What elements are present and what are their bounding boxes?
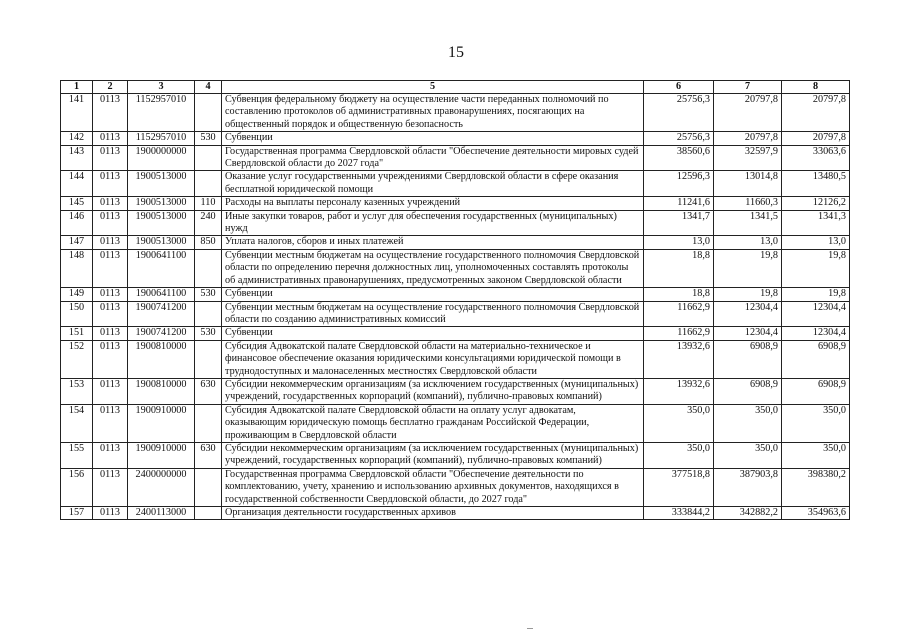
section-code-cell: 0113 — [93, 197, 128, 210]
amount-cell: 350,0 — [714, 404, 782, 442]
expense-type-cell: 530 — [195, 132, 222, 145]
row-number-cell: 155 — [61, 442, 93, 468]
section-code-cell: 0113 — [93, 236, 128, 249]
expense-type-cell — [195, 301, 222, 327]
amount-cell: 11662,9 — [644, 327, 714, 340]
amount-cell: 12596,3 — [644, 171, 714, 197]
section-code-cell: 0113 — [93, 249, 128, 287]
description-cell: Субсидия Адвокатской палате Свердловской области на оплату услуг адвокатам, оказывающим юридическую помощь бесплатно гражданам Российской Федерации, проживающим в Свердловской области — [222, 404, 644, 442]
row-number-cell: 141 — [61, 94, 93, 132]
row-number-cell: 145 — [61, 197, 93, 210]
header-cell: 1 — [61, 81, 93, 94]
description-cell: Иные закупки товаров, работ и услуг для обеспечения государственных (муниципальных) нужд — [222, 210, 644, 236]
header-cell: 6 — [644, 81, 714, 94]
description-cell: Субвенции — [222, 288, 644, 301]
row-number-cell: 143 — [61, 145, 93, 171]
table-row — [61, 236, 850, 249]
amount-cell: 342882,2 — [714, 507, 782, 520]
amount-cell: 350,0 — [782, 442, 850, 468]
description-cell: Государственная программа Свердловской области "Обеспечение деятельности по комплектованию, учету, хранению и использованию архивных документов, находящихся в государственной собственности Свердловской области, до 2027 года" — [222, 468, 644, 506]
amount-cell: 1341,3 — [782, 210, 850, 236]
description-cell: Субсидии некоммерческим организациям (за исключением государственных (муниципальных) учреждений, государственных корпораций (компаний), публично-правовых компаний) — [222, 378, 644, 404]
table-row — [61, 249, 850, 287]
amount-cell: 6908,9 — [714, 378, 782, 404]
target-article-cell: 1900641100 — [128, 249, 195, 287]
amount-cell: 13480,5 — [782, 171, 850, 197]
section-code-cell: 0113 — [93, 468, 128, 506]
row-number-cell: 156 — [61, 468, 93, 506]
amount-cell: 20797,8 — [714, 94, 782, 132]
page-number: 15 — [448, 44, 464, 61]
amount-cell: 18,8 — [644, 288, 714, 301]
target-article-cell: 1900910000 — [128, 442, 195, 468]
amount-cell: 1341,7 — [644, 210, 714, 236]
amount-cell: 11241,6 — [644, 197, 714, 210]
expense-type-cell — [195, 94, 222, 132]
target-article-cell: 1900741200 — [128, 327, 195, 340]
expense-type-cell: 530 — [195, 288, 222, 301]
amount-cell: 20797,8 — [782, 132, 850, 145]
table-row — [61, 288, 850, 301]
header-cell: 7 — [714, 81, 782, 94]
amount-cell: 19,8 — [782, 288, 850, 301]
amount-cell: 333844,2 — [644, 507, 714, 520]
amount-cell: 350,0 — [714, 442, 782, 468]
table-row — [61, 327, 850, 340]
amount-cell: 25756,3 — [644, 132, 714, 145]
amount-cell: 398380,2 — [782, 468, 850, 506]
row-number-cell: 154 — [61, 404, 93, 442]
section-code-cell: 0113 — [93, 145, 128, 171]
target-article-cell: 1900741200 — [128, 301, 195, 327]
header-cell: 5 — [222, 81, 644, 94]
header-row — [61, 81, 850, 94]
section-code-cell: 0113 — [93, 442, 128, 468]
description-cell: Субвенции местным бюджетам на осуществление государственного полномочия Свердловской области по определению перечня должностных лиц, уполномоченных составлять протоколы об административных правонарушениях, предусмотренных законом Свердловской области — [222, 249, 644, 287]
expense-type-cell: 850 — [195, 236, 222, 249]
target-article-cell: 1900513000 — [128, 171, 195, 197]
amount-cell: 6908,9 — [714, 340, 782, 378]
section-code-cell: 0113 — [93, 288, 128, 301]
amount-cell: 13,0 — [714, 236, 782, 249]
table-row — [61, 132, 850, 145]
header-cell: 4 — [195, 81, 222, 94]
target-article-cell: 1900910000 — [128, 404, 195, 442]
expense-type-cell: 240 — [195, 210, 222, 236]
target-article-cell: 1152957010 — [128, 132, 195, 145]
description-cell: Субвенции — [222, 327, 644, 340]
table-row — [61, 340, 850, 378]
description-cell: Субсидия Адвокатской палате Свердловской области на материально-техническое и финансовое обеспечение оказания юридическими консультациями юридической помощи в труднодоступных и малонаселенных местностях Свердловской области — [222, 340, 644, 378]
scan-mark — [527, 628, 533, 629]
budget-table — [60, 80, 850, 520]
table-row — [61, 210, 850, 236]
amount-cell: 32597,9 — [714, 145, 782, 171]
expense-type-cell: 630 — [195, 378, 222, 404]
section-code-cell: 0113 — [93, 378, 128, 404]
amount-cell: 12304,4 — [714, 301, 782, 327]
amount-cell: 11660,3 — [714, 197, 782, 210]
row-number-cell: 146 — [61, 210, 93, 236]
section-code-cell: 0113 — [93, 94, 128, 132]
row-number-cell: 152 — [61, 340, 93, 378]
target-article-cell: 1900641100 — [128, 288, 195, 301]
table-row — [61, 404, 850, 442]
target-article-cell: 1900513000 — [128, 210, 195, 236]
amount-cell: 6908,9 — [782, 340, 850, 378]
section-code-cell: 0113 — [93, 327, 128, 340]
table-row — [61, 468, 850, 506]
row-number-cell: 148 — [61, 249, 93, 287]
target-article-cell: 1900810000 — [128, 378, 195, 404]
description-cell: Субвенции — [222, 132, 644, 145]
expense-type-cell: 630 — [195, 442, 222, 468]
amount-cell: 11662,9 — [644, 301, 714, 327]
amount-cell: 13014,8 — [714, 171, 782, 197]
section-code-cell: 0113 — [93, 340, 128, 378]
description-cell: Субвенции местным бюджетам на осуществление государственного полномочия Свердловской области по созданию административных комиссий — [222, 301, 644, 327]
section-code-cell: 0113 — [93, 404, 128, 442]
target-article-cell: 2400000000 — [128, 468, 195, 506]
expense-type-cell — [195, 404, 222, 442]
section-code-cell: 0113 — [93, 171, 128, 197]
amount-cell: 350,0 — [782, 404, 850, 442]
amount-cell: 6908,9 — [782, 378, 850, 404]
table-row — [61, 94, 850, 132]
table-row — [61, 197, 850, 210]
amount-cell: 13,0 — [782, 236, 850, 249]
target-article-cell: 1152957010 — [128, 94, 195, 132]
description-cell: Расходы на выплаты персоналу казенных учреждений — [222, 197, 644, 210]
amount-cell: 19,8 — [782, 249, 850, 287]
target-article-cell: 1900810000 — [128, 340, 195, 378]
amount-cell: 12304,4 — [782, 327, 850, 340]
section-code-cell: 0113 — [93, 132, 128, 145]
section-code-cell: 0113 — [93, 507, 128, 520]
expense-type-cell: 530 — [195, 327, 222, 340]
expense-type-cell — [195, 340, 222, 378]
amount-cell: 12126,2 — [782, 197, 850, 210]
amount-cell: 12304,4 — [714, 327, 782, 340]
table-row — [61, 145, 850, 171]
description-cell: Субвенция федеральному бюджету на осуществление части переданных полномочий по составлению протоколов об административных правонарушениях, посягающих на общественный порядок и общественную безопасность — [222, 94, 644, 132]
amount-cell: 12304,4 — [782, 301, 850, 327]
amount-cell: 387903,8 — [714, 468, 782, 506]
amount-cell: 20797,8 — [714, 132, 782, 145]
amount-cell: 350,0 — [644, 404, 714, 442]
amount-cell: 1341,5 — [714, 210, 782, 236]
expense-type-cell — [195, 171, 222, 197]
amount-cell: 354963,6 — [782, 507, 850, 520]
row-number-cell: 144 — [61, 171, 93, 197]
description-cell: Государственная программа Свердловской области "Обеспечение деятельности мировых судей Свердловской области до 2027 года" — [222, 145, 644, 171]
expense-type-cell — [195, 145, 222, 171]
row-number-cell: 157 — [61, 507, 93, 520]
row-number-cell: 150 — [61, 301, 93, 327]
description-cell: Организация деятельности государственных архивов — [222, 507, 644, 520]
row-number-cell: 151 — [61, 327, 93, 340]
header-cell: 8 — [782, 81, 850, 94]
amount-cell: 13932,6 — [644, 378, 714, 404]
amount-cell: 377518,8 — [644, 468, 714, 506]
header-cell: 2 — [93, 81, 128, 94]
table-row — [61, 378, 850, 404]
table-row — [61, 507, 850, 520]
amount-cell: 38560,6 — [644, 145, 714, 171]
amount-cell: 18,8 — [644, 249, 714, 287]
table-row — [61, 171, 850, 197]
amount-cell: 13,0 — [644, 236, 714, 249]
row-number-cell: 149 — [61, 288, 93, 301]
amount-cell: 13932,6 — [644, 340, 714, 378]
amount-cell: 19,8 — [714, 249, 782, 287]
amount-cell: 33063,6 — [782, 145, 850, 171]
description-cell: Уплата налогов, сборов и иных платежей — [222, 236, 644, 249]
target-article-cell: 2400113000 — [128, 507, 195, 520]
header-cell: 3 — [128, 81, 195, 94]
amount-cell: 25756,3 — [644, 94, 714, 132]
table-row — [61, 301, 850, 327]
table-row — [61, 442, 850, 468]
row-number-cell: 142 — [61, 132, 93, 145]
row-number-cell: 147 — [61, 236, 93, 249]
section-code-cell: 0113 — [93, 210, 128, 236]
expense-type-cell — [195, 507, 222, 520]
expense-type-cell — [195, 468, 222, 506]
expense-type-cell — [195, 249, 222, 287]
description-cell: Оказание услуг государственными учреждениями Свердловской области в сфере оказания бесплатной юридической помощи — [222, 171, 644, 197]
row-number-cell: 153 — [61, 378, 93, 404]
amount-cell: 19,8 — [714, 288, 782, 301]
target-article-cell: 1900513000 — [128, 197, 195, 210]
expense-type-cell: 110 — [195, 197, 222, 210]
description-cell: Субсидии некоммерческим организациям (за исключением государственных (муниципальных) учреждений, государственных корпораций (компаний), публично-правовых компаний) — [222, 442, 644, 468]
target-article-cell: 1900513000 — [128, 236, 195, 249]
amount-cell: 20797,8 — [782, 94, 850, 132]
amount-cell: 350,0 — [644, 442, 714, 468]
target-article-cell: 1900000000 — [128, 145, 195, 171]
section-code-cell: 0113 — [93, 301, 128, 327]
